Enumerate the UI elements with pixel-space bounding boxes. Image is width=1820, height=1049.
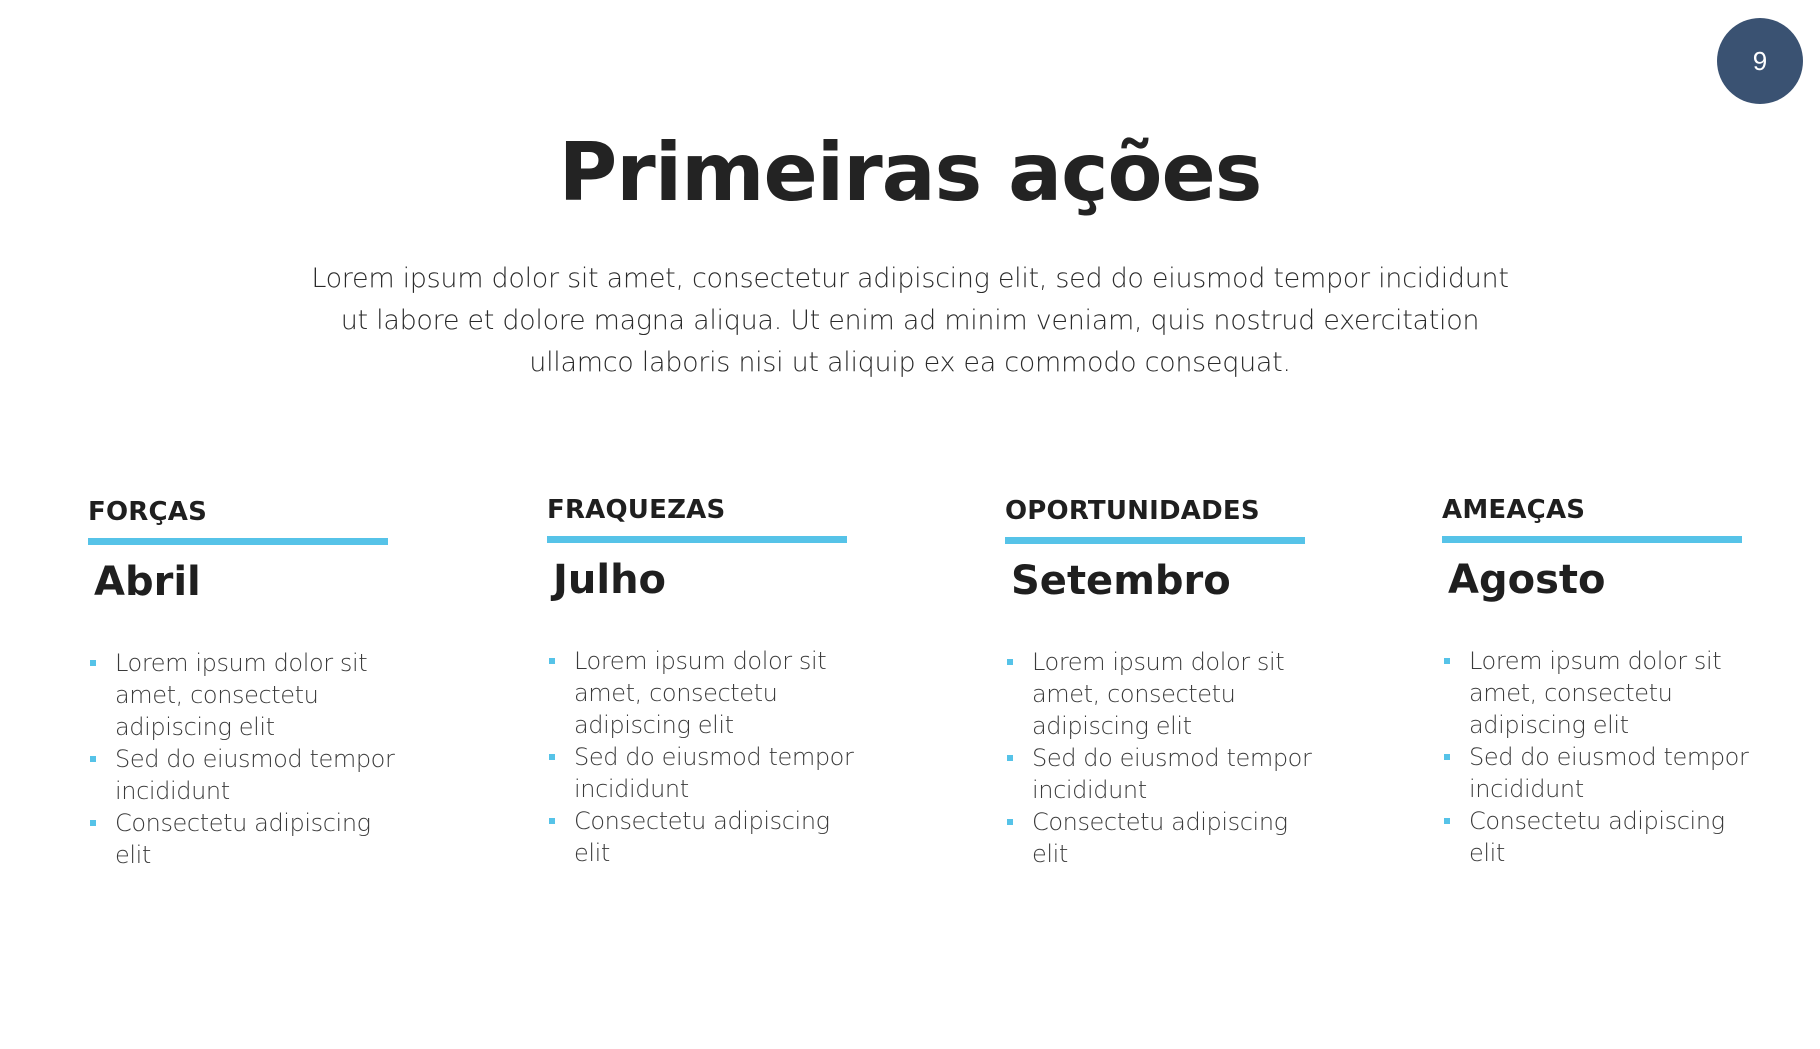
column-month: Abril	[94, 559, 201, 605]
column-month: Agosto	[1448, 557, 1606, 603]
column-underline	[88, 538, 388, 545]
column-oportunidades	[1005, 495, 1325, 870]
square-bullet-icon	[1007, 755, 1013, 761]
list-item-text: Lorem ipsum dolor sit amet, consectetu adipiscing elit	[1469, 647, 1722, 739]
column-underline	[1442, 536, 1742, 543]
column-heading: FORÇAS	[88, 497, 208, 527]
column-underline	[1005, 537, 1305, 544]
list-item	[547, 645, 867, 741]
square-bullet-icon	[1007, 659, 1013, 665]
bullet-list	[1005, 646, 1325, 870]
list-item-text: Consectetu adipiscing elit	[115, 809, 371, 869]
list-item	[88, 807, 408, 871]
square-bullet-icon	[1444, 658, 1450, 664]
bullet-list	[547, 645, 867, 869]
column-month: Julho	[553, 557, 667, 603]
square-bullet-icon	[1007, 819, 1013, 825]
list-item-text: Sed do eiusmod tempor incididunt	[574, 743, 854, 803]
list-item-text: Lorem ipsum dolor sit amet, consectetu adipiscing elit	[1032, 648, 1285, 740]
column-heading: AMEAÇAS	[1442, 495, 1586, 525]
square-bullet-icon	[90, 756, 96, 762]
bullet-list	[88, 647, 408, 871]
bullet-list	[1442, 645, 1762, 869]
list-item-text: Lorem ipsum dolor sit amet, consectetu adipiscing elit	[574, 647, 827, 739]
list-item	[1442, 645, 1762, 741]
list-item	[1005, 646, 1325, 742]
list-item	[547, 741, 867, 805]
square-bullet-icon	[549, 818, 555, 824]
square-bullet-icon	[1444, 818, 1450, 824]
list-item	[1005, 806, 1325, 870]
list-item-text: Consectetu adipiscing elit	[574, 807, 830, 867]
list-item-text: Sed do eiusmod tempor incididunt	[115, 745, 395, 805]
list-item	[1442, 741, 1762, 805]
column-forcas	[88, 496, 408, 871]
list-item	[547, 805, 867, 869]
list-item	[1005, 742, 1325, 806]
list-item-text: Sed do eiusmod tempor incididunt	[1032, 744, 1312, 804]
list-item-text: Lorem ipsum dolor sit amet, consectetu adipiscing elit	[115, 649, 368, 741]
list-item-text: Sed do eiusmod tempor incididunt	[1469, 743, 1749, 803]
list-item	[88, 743, 408, 807]
list-item-text: Consectetu adipiscing elit	[1032, 808, 1288, 868]
square-bullet-icon	[90, 660, 96, 666]
column-ameacas	[1442, 494, 1762, 869]
column-fraquezas	[547, 494, 867, 869]
list-item	[88, 647, 408, 743]
list-item	[1442, 805, 1762, 869]
column-heading: OPORTUNIDADES	[1005, 496, 1260, 526]
square-bullet-icon	[1444, 754, 1450, 760]
square-bullet-icon	[549, 754, 555, 760]
page-number: 9	[1752, 45, 1768, 76]
square-bullet-icon	[90, 820, 96, 826]
slide-title: Primeiras ações	[558, 126, 1262, 219]
slide-subtitle: Lorem ipsum dolor sit amet, consectetur adipiscing elit, sed do eiusmod tempor incididunt ut labore et dolore magna aliqua. Ut enim ad minim veniam, quis nostrud exercitation ullamco laboris nisi ut aliquip ex ea commodo consequat.	[311, 263, 1509, 378]
column-month: Setembro	[1011, 558, 1231, 604]
column-underline	[547, 536, 847, 543]
page-number-badge	[1717, 18, 1803, 104]
square-bullet-icon	[549, 658, 555, 664]
list-item-text: Consectetu adipiscing elit	[1469, 807, 1725, 867]
column-heading: FRAQUEZAS	[547, 495, 726, 525]
